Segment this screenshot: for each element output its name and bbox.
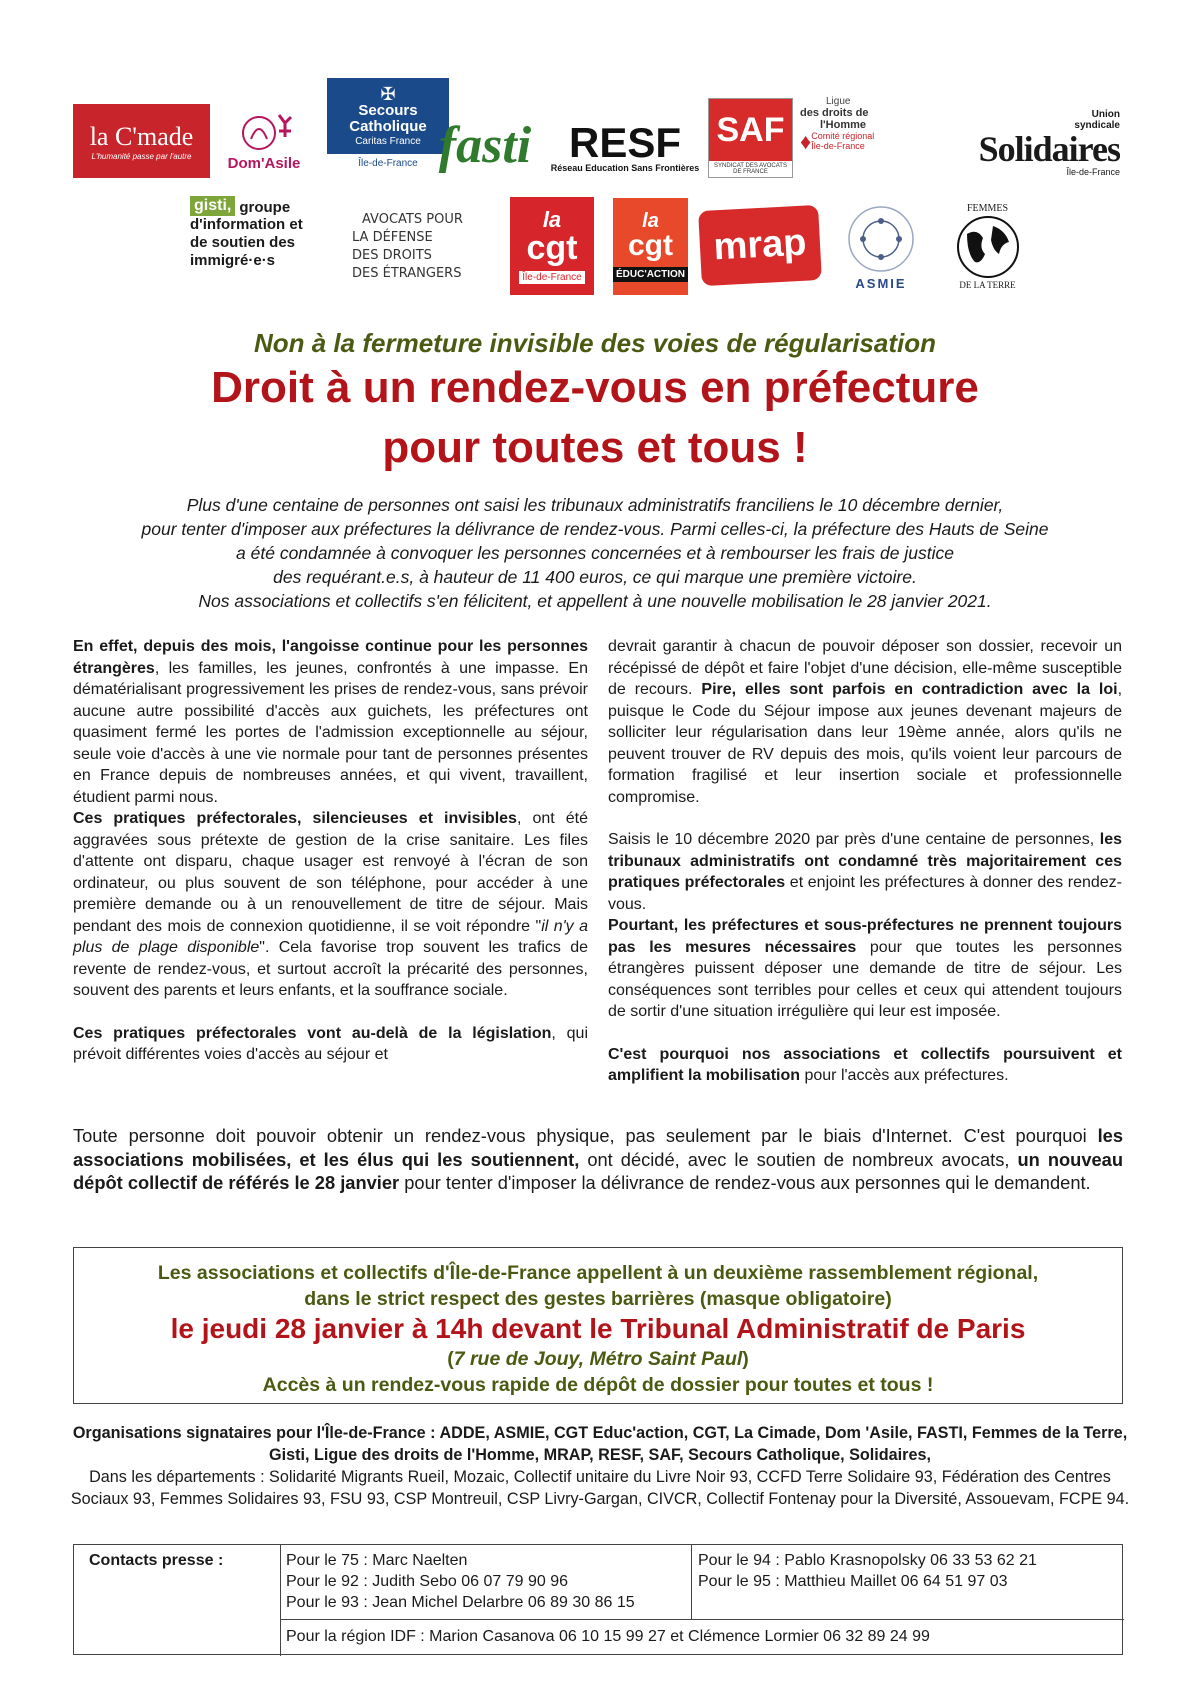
right-p2-text-a: Saisis le 10 décembre 2020 par près d'une centaine de personnes, — [608, 831, 1100, 848]
bottom-text-b: ont décidé, avec le soutien de nombreux avocats, — [579, 1148, 1018, 1170]
signatories-bold: Organisations signataires pour l'Île-de-France : ADDE, ASMIE, CGT Educ'action, CGT, La Cimade, Dom 'Asile, FASTI, Femmes de la Terre, Gisti, Ligue des droits de l'Homme, MRAP, RESF, SAF, Secours Catholique, Solidaires, — [72, 1424, 1128, 1464]
callout-line2: dans le strict respect des gestes barrières (masque obligatoire) — [304, 1288, 892, 1310]
intro-line5: Nos associations et collectifs s'en félicitent, et appellent à une nouvelle mobilisation le 28 janvier 2021. — [198, 591, 992, 611]
mrap-logo — [698, 205, 822, 286]
cgt-logo-text: cgt — [526, 228, 578, 267]
right-p4-bold: C'est pourquoi nos associations et collectifs poursuivent et amplifient la mobilisation — [608, 1045, 1122, 1084]
asmie-circle-icon — [841, 202, 921, 276]
right-p1-text-a: devrait garantir à chacun de pouvoir déposer son dossier, recevoir un récépissé de dépôt et faire l'objet d'une décision, elle-même susceptible de recours. — [608, 638, 1122, 698]
intro-line1: Plus d'une centaine de personnes ont saisi les tribunaux administratifs franciliens le 10 décembre dernier, — [186, 495, 1004, 515]
left-p3-text: , qui prévoit différentes voies d'accès au séjour et — [73, 1024, 589, 1063]
contact-95: Pour le 95 : Matthieu Maillet 06 64 51 97 03 — [698, 1573, 1008, 1590]
cimade-logo-tagline: L'humanité passe par l'autre — [91, 151, 192, 161]
bottom-text-c: pour tenter d'imposer la délivrance de rendez-vous aux personnes qui le demandent. — [399, 1172, 1091, 1193]
press-contacts-table — [73, 1544, 1123, 1655]
signatories-departments: Dans les départements : Solidarité Migrants Rueil, Mozaic, Collectif unitaire du Livre Noir 93, CCFD Terre Solidaire 93, Fédération des Centres Sociaux 93, Femmes Solidaires 93, FSU 93, CSP Montreuil, CSP Livry-Gargan, CIVCR, Collectif Fontenay pour la Diversité, Assouevam, FCPE 94. — [70, 1468, 1130, 1508]
left-p3-bold: Ces pratiques préfectorales vont au-delà de la législation — [73, 1024, 552, 1042]
right-paragraph-4 — [608, 1044, 1122, 1087]
left-column — [73, 636, 588, 1066]
right-p4-text: pour l'accès aux préfectures. — [800, 1067, 1009, 1084]
right-p1-text-b: , puisque le Code du Séjour impose aux jeunes devenant majeurs de solliciter leur régularisation dans leur 19ème année, alors qu'ils ne peuvent trouver de RV depuis des mois, qu'ils voient leur parcours de formation fragilisé et leur insertion sociale et professionnelle compromise. — [608, 681, 1123, 806]
ldh-line1: Ligue — [826, 96, 851, 107]
cgt-region: Île-de-France — [519, 271, 584, 284]
contacts-label: Contacts presse : — [89, 1552, 224, 1569]
right-paragraph-1 — [608, 636, 1122, 808]
left-p1-bold: En effet, depuis des mois, l'angoisse continue pour les personnes étrangères — [73, 638, 588, 677]
ldh-flame-icon: ♦ — [800, 129, 812, 154]
callout-address-italic: 7 rue de Jouy, Métro Saint Paul — [453, 1348, 743, 1370]
saf-logo — [708, 98, 793, 178]
right-p3-text: pour que toutes les personnes étrangères puissent déposer une demande de titre de séjour. Les conséquences sont terribles pour celles et ceux qui attendent toujours de sortir d'une situation irrégulière qui leur est imposée. — [608, 938, 1122, 1020]
cgteduc-sub: ÉDUC'ACTION — [613, 267, 688, 282]
right-p1-bold: Pire, elles sont parfois en contradiction avec la loi — [701, 681, 1118, 698]
right-paragraph-3 — [608, 915, 1122, 1023]
callout-address — [74, 1346, 1122, 1372]
solidaires-top1: Union — [1091, 109, 1120, 120]
title-line1: Droit à un rendez-vous en préfecture — [211, 363, 979, 412]
solidaires-region: Île-de-France — [1066, 167, 1120, 177]
gisti-line2: d'information et — [190, 216, 303, 233]
gisti-line1: groupe — [239, 199, 291, 216]
ldh-logo — [800, 96, 925, 178]
left-paragraph-2 — [73, 808, 588, 1002]
gisti-logo — [190, 196, 340, 288]
asmie-logo — [832, 196, 930, 296]
resf-logo-text: RESF — [568, 119, 681, 166]
solidaires-top2: syndicale — [1074, 120, 1120, 131]
title-line2: pour toutes et tous ! — [382, 423, 808, 472]
solidaires-logo-text: Solidaires — [978, 129, 1120, 169]
saf-logo-tagline: SYNDICAT DES AVOCATS DE FRANCE — [714, 163, 787, 175]
domasile-logo-text: Dom'Asile — [227, 154, 301, 172]
cimade-logo-text: la C'made — [89, 121, 194, 151]
cimade-logo — [73, 104, 210, 178]
asmie-logo-text: ASMIE — [855, 275, 907, 291]
resf-logo-tagline: Réseau Education Sans Frontières — [550, 163, 700, 173]
subtitle: Non à la fermeture invisible des voies de régularisation — [253, 328, 936, 358]
left-p2-text-a: , ont été aggravées sous prétexte de gestion de la crise sanitaire. Les files d'attente ont disparu, chaque usager est renvoyé à l'écran de son ordinateur, ou plus souvent de son téléphone, pour accéder à une première demande ou à un renouvellement de titre de séjour. Mais pendant des mois de connexion quotidienne, il se voit répondre " — [73, 810, 588, 935]
adde-line2: LA DÉFENSE — [352, 230, 433, 245]
left-p1-text: , les familles, les jeunes, confrontés à une impasse. En dématérialisant progressivement les prises de rendez-vous, sans prévoir aucune autre possibilité d'accès aux guichets, les préfectures ont quasiment fermé les portes de l'admission exceptionnelle au séjour, seule voie d'accès à une vie normale pour tant de personnes présentes en France depuis de nombreuses années, et qui vivent, travaillent, étudient parmi nous. — [73, 659, 588, 806]
adde-line4: DES ÉTRANGERS — [352, 266, 462, 281]
intro-line3: a été condamnée à convoquer les personnes concernées et à rembourser les frais de justice — [236, 543, 954, 563]
ldh-region2: Île-de-France — [811, 141, 865, 151]
intro-line4: des requérant.e.s, à hauteur de 11 400 euros, ce qui marque une première victoire. — [273, 567, 917, 587]
cgt-top: la — [542, 206, 562, 232]
saf-logo-text: SAF — [709, 99, 792, 161]
intro-line2: pour tenter d'imposer aux préfectures la délivrance de rendez-vous. Parmi celles-ci, la préfecture des Hauts de Seine — [141, 519, 1049, 539]
gisti-badge: gisti, — [190, 196, 235, 216]
contact-94: Pour le 94 : Pablo Krasnopolsky 06 33 53 62 21 — [698, 1552, 1037, 1569]
mrap-logo-text: mrap — [712, 221, 808, 269]
right-p2-text-b: et enjoint les préfectures à donner des rendez-vous. — [608, 874, 1123, 913]
rally-callout-box — [73, 1247, 1123, 1404]
cgteduc-top: la — [642, 210, 659, 232]
secours-line3: Caritas France — [355, 135, 421, 147]
domasile-icon — [229, 109, 299, 155]
contact-93: Pour le 93 : Jean Michel Delarbre 06 89 30 86 15 — [286, 1594, 635, 1611]
adde-line1: AVOCATS POUR — [362, 212, 463, 227]
callout-address-open: ( — [447, 1348, 454, 1370]
bottom-paragraph — [73, 1124, 1123, 1195]
adde-line3: DES DROITS — [352, 248, 432, 263]
callout-date-location: le jeudi 28 janvier à 14h devant le Tribunal Administratif de Paris — [170, 1313, 1026, 1344]
left-p2-text-b: ". Cela favorise trop souvent les trafics de revente de rendez-vous, et surtout accroît la précarité des personnes, souvent des parents et leurs enfants, et la souffrance sociale. — [73, 939, 589, 999]
femmes-top: FEMMES — [966, 202, 1009, 214]
cgt-educaction-logo — [613, 198, 688, 295]
solidaires-logo — [940, 108, 1120, 178]
adde-logo — [352, 208, 492, 286]
gisti-line3: de soutien des — [190, 234, 296, 251]
right-column — [608, 636, 1122, 1087]
contact-92: Pour le 92 : Judith Sebo 06 07 79 90 96 — [286, 1573, 568, 1590]
ldh-region1: Comité régional — [811, 131, 875, 141]
globe-icon — [955, 214, 1021, 280]
cgt-logo — [510, 197, 594, 295]
bottom-bold-1: les associations mobilisées, et les élus qui les soutiennent, — [73, 1125, 1123, 1170]
fasti-logo-text: fasti — [438, 116, 532, 174]
resf-logo — [545, 118, 705, 178]
bottom-text-a: Toute personne doit pouvoir obtenir un rendez-vous physique, pas seulement par le biais d'Internet. C'est pourquoi — [73, 1125, 1098, 1146]
ldh-line2: des droits de — [800, 107, 869, 119]
callout-line5: Accès à un rendez-vous rapide de dépôt de dossier pour toutes et tous ! — [262, 1374, 934, 1396]
right-p2-bold: les tribunaux administratifs ont condamné très majoritairement ces pratiques préfectorales — [608, 831, 1122, 891]
secours-region: Île-de-France — [358, 158, 418, 169]
bottom-bold-2: un nouveau dépôt collectif de référés le 28 janvier — [73, 1148, 1123, 1193]
domasile-logo — [217, 104, 311, 176]
left-p2-bold: Ces pratiques préfectorales, silencieuses et invisibles — [73, 810, 517, 827]
right-p3-bold: Pourtant, les préfectures et sous-préfectures ne prennent toujours pas les mesures nécessaires — [608, 917, 1122, 956]
fasti-logo — [425, 112, 545, 178]
secours-cross-icon: ✠ — [380, 83, 396, 104]
secours-line1: Secours — [358, 101, 418, 119]
left-paragraph-3 — [73, 1023, 588, 1066]
contact-idf: Pour la région IDF : Marion Casanova 06 10 15 99 27 et Clémence Lormier 06 32 89 24 99 — [286, 1628, 930, 1645]
signatories — [70, 1422, 1130, 1510]
callout-line1: Les associations et collectifs d'Île-de-France appellent à un deuxième rassemblement régional, — [157, 1262, 1039, 1284]
left-paragraph-1 — [73, 636, 588, 808]
left-p2-italic: il n'y a plus de plage disponible — [73, 917, 588, 956]
femmes-de-la-terre-logo — [940, 196, 1035, 296]
contact-75: Pour le 75 : Marc Naelten — [286, 1552, 468, 1569]
callout-address-close: ) — [742, 1348, 749, 1370]
cgteduc-logo-text: cgt — [628, 229, 673, 262]
ldh-line3: l'Homme — [820, 119, 867, 131]
right-paragraph-2 — [608, 829, 1122, 915]
femmes-bottom: DE LA TERRE — [959, 279, 1016, 290]
gisti-line4: immigré·e·s — [190, 252, 276, 269]
secours-line2: Catholique — [349, 117, 427, 135]
